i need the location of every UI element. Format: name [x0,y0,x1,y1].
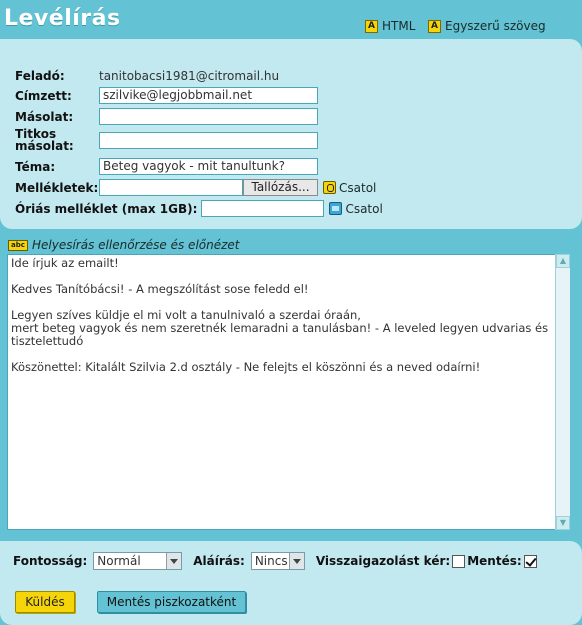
cc-row [15,108,318,125]
giant-attach-label: Csatol [345,201,383,216]
message-options [13,552,537,570]
cc-input[interactable] [99,108,318,125]
spellcheck-label: Helyesírás ellenőrzése és előnézet [32,238,240,252]
cc-label: Másolat: [15,109,74,124]
to-input[interactable]: szilvike@legjobbmail.net [99,87,318,104]
html-mode-link[interactable] [365,18,415,34]
attachments-label: Mellékletek: [15,180,99,195]
priority-value: Normál [97,554,141,568]
signature-value: Nincs [254,554,288,568]
to-label: Címzett: [15,88,72,103]
top-bar [0,0,582,40]
giant-attachment-input[interactable] [201,200,324,217]
from-row [15,69,279,83]
attachments-row [15,179,376,196]
priority-label: Fontosság: [13,554,88,568]
giant-attach-button[interactable] [329,202,382,216]
file-path-input[interactable] [99,179,243,196]
bcc-label [15,128,99,152]
html-mode-label: HTML [382,19,416,33]
subject-label: Téma: [15,159,56,174]
plain-text-mode-icon: A [428,20,441,33]
spellcheck-icon: abc [8,240,28,251]
giant-attachment-row [15,200,383,217]
bcc-label-line2: másolat: [15,139,74,153]
spellcheck-preview-link[interactable] [8,238,240,252]
tv-icon [329,202,342,215]
editor-scrollbar[interactable] [555,254,570,530]
chevron-down-icon [166,553,181,569]
priority-select[interactable] [93,552,182,570]
receipt-checkbox[interactable] [452,555,465,568]
bcc-row [15,128,318,152]
giant-attachment-label: Óriás melléklet (max 1GB): [15,201,198,216]
bcc-label-line1: Titkos [15,127,57,141]
attach-button[interactable] [323,181,376,195]
save-copy-label: Mentés: [467,554,522,568]
plain-text-mode-link[interactable] [428,18,546,34]
send-button[interactable]: Küldés [15,591,75,613]
plain-text-mode-label: Egyszerű szöveg [445,19,546,33]
save-draft-button[interactable]: Mentés piszkozatként [97,591,246,613]
browse-button[interactable]: Tallózás... [243,179,318,196]
from-label: Feladó: [15,69,65,83]
attach-label: Csatol [339,180,377,195]
signature-select[interactable] [251,552,305,570]
to-row [15,87,318,104]
page-title: Levélírás [4,6,121,31]
subject-row [15,158,318,175]
signature-label: Aláírás: [193,554,245,568]
paperclip-icon [323,181,336,194]
chevron-down-icon [289,553,304,569]
subject-input[interactable]: Beteg vagyok - mit tanultunk? [99,158,318,175]
scroll-down-icon[interactable]: ▼ [556,516,570,530]
message-body-editor[interactable]: Ide írjuk az emailt! Kedves Tanítóbácsi! - A megszólítást sose feledd el! Legyen szíves küldje el mi volt a tanulnivaló a szerdai óraán, mert beteg vagyok és nem szeretnék lemaradni a tanulásban! - A leveled legyen udvarias és tisztelettudó Köszönettel: Kitalált Szilvia 2.d osztály - Ne felejts el köszönni és a neved odaírni! [7,254,570,530]
receipt-label: Visszaigazolást kér: [315,554,451,568]
from-value: tanitobacsi1981@citromail.hu [99,69,280,83]
scroll-up-icon[interactable]: ▲ [556,254,570,268]
save-copy-checkbox[interactable] [524,555,537,568]
bcc-input[interactable] [99,132,318,149]
html-mode-icon: A [365,20,378,33]
file-picker [99,179,318,196]
